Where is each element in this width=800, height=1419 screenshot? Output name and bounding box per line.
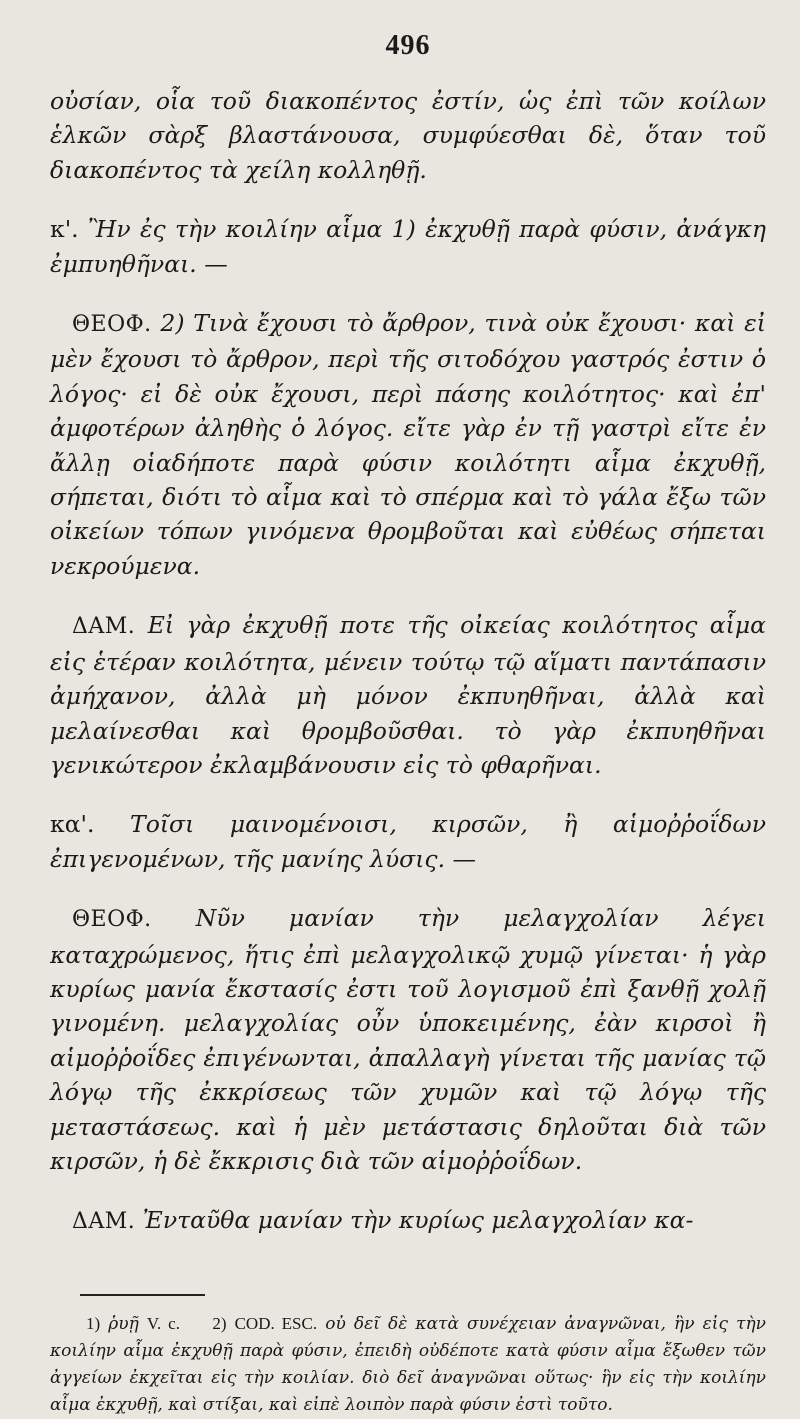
commentary-text: Ἐνταῦθα μανίαν τὴν κυρίως μελαγχολίαν κα- [142,1206,694,1235]
footnote-text: ῥυῇ [108,1313,139,1334]
speaker-label: ΘΕΟΦ. [72,907,152,933]
footnotes [50,1310,766,1419]
commentary-text: Νῦν μανίαν τὴν μελαγχολίαν λέγει καταχρώμενος, ἥτις ἐπὶ μελαγχολικῷ χυμῷ γίνεται· ἡ γὰρ κυρίως μανία ἔκστασίς ἐστι τοῦ λογισμοῦ ἐπὶ ξανθῇ χολῇ γινομένη. μελαγχολίας οὖν ὑποκειμένης, ἐὰν κιρσοὶ ἢ αἱμοῤῥοΐδες ἐπιγένωνται, ἀπαλλαγὴ γίνεται τῆς μανίας τῷ λόγῳ τῆς ἐκκρίσεως τῶν χυμῶν καὶ τῷ λόγῳ τῆς μεταστάσεως. καὶ ἡ μὲν μετάστασις δηλοῦται διὰ τῶν κιρσῶν, ἡ δὲ ἔκκρισις διὰ τῶν αἱμοῤῥοΐδων. [50,904,766,1175]
commentary-theophilus [50,306,766,583]
speaker-label: ΔΑΜ. [72,614,136,640]
footnote-source: COD. ESC. [234,1313,318,1333]
paragraph-text: οὐσίαν, οἷα τοῦ διακοπέντος ἐστίν, ὡς ἐπὶ τῶν κοίλων ἑλκῶν σὰρξ βλαστάνουσα, συμφύεσθαι δὲ, ὅταν τοῦ διακοπέντος τὰ χείλη κολληθῇ. [50,87,766,184]
footnote-ref: 2) [212,1313,227,1333]
commentary-damascius [50,1203,766,1239]
commentary-damascius [50,608,766,782]
aphorism-20 [50,212,766,281]
commentary-text: 2) Τινὰ ἔχουσι τὸ ἄρθρον, τινὰ οὐκ ἔχουσι· καὶ εἰ μὲν ἔχουσι τὸ ἄρθρον, περὶ τῆς σιτοδόχου γαστρός ἐστιν ὁ λόγος· εἰ δὲ οὐκ ἔχουσι, περὶ πάσης κοιλότητος· καὶ ἐπ' ἀμφοτέρων ἀληθὴς ὁ λόγος. εἴτε γὰρ ἐν τῇ γαστρὶ εἴτε ἐν ἄλλῃ οἱαδήποτε παρὰ φύσιν κοιλότητι αἷμα ἐκχυθῇ, σήπεται, διότι τὸ αἷμα καὶ τὸ σπέρμα καὶ τὸ γάλα ἔξω τῶν οἰκείων τόπων γινόμενα θρομβοῦται καὶ εὐθέως σήπεται νεκρούμενα. [50,309,766,580]
aphorism-number: κα'. [50,810,95,839]
footnote-ref: 1) [86,1313,101,1333]
aphorism-21 [50,807,766,876]
speaker-label: ΔΑΜ. [72,1209,136,1235]
aphorism-text: Ἢν ἐς τὴν κοιλίην αἷμα 1) ἐκχυθῇ παρὰ φύσιν, ἀνάγκη ἐμπυηθῆναι. — [50,215,766,278]
paragraph-continuation [50,84,766,187]
aphorism-text: Τοῖσι μαινομένοισι, κιρσῶν, ἢ αἱμοῤῥοΐδων ἐπιγενομένων, τῆς μανίης λύσις. — [50,810,766,873]
main-text [50,84,766,1240]
aphorism-number: κ'. [50,215,79,244]
speaker-label: ΘΕΟΦ. [72,312,152,338]
commentary-text: Εἰ γὰρ ἐκχυθῇ ποτε τῆς οἰκείας κοιλότητος αἷμα εἰς ἑτέραν κοιλότητα, μένειν τούτῳ τῷ αἵματι παντάπασιν ἀμήχανον, ἀλλὰ μὴ μόνον ἐκπυηθῆναι, ἀλλὰ καὶ μελαίνεσθαι καὶ θρομβοῦσθαι. τὸ γὰρ ἐκπυηθῆναι γενικώτερον ἐκλαμβάνουσιν εἰς τὸ φθαρῆναι. [50,611,766,779]
footnote-divider [80,1294,205,1296]
footnote-source: V. c. [146,1313,180,1333]
commentary-theophilus [50,901,766,1178]
footnote-text: οὐ δεῖ δὲ κατὰ συνέχειαν ἀναγνῶναι, ἣν εἰς τὴν κοιλίην αἷμα ἐκχυθῇ παρὰ φύσιν, ἐπειδὴ οὐδέποτε κατὰ φύσιν αἷμα ἔξωθεν τῶν ἀγγείων ἐκχεῖται εἰς τὴν κοιλίαν. διὸ δεῖ ἀναγνῶναι οὕτως· ἣν εἰς τὴν κοιλίην αἷμα ἐκχυθῇ, καὶ στίξαι, καὶ εἰπὲ λοιπὸν παρὰ φύσιν ἐστὶ τοῦτο. [50,1313,766,1415]
page-number: 496 [385,30,431,61]
